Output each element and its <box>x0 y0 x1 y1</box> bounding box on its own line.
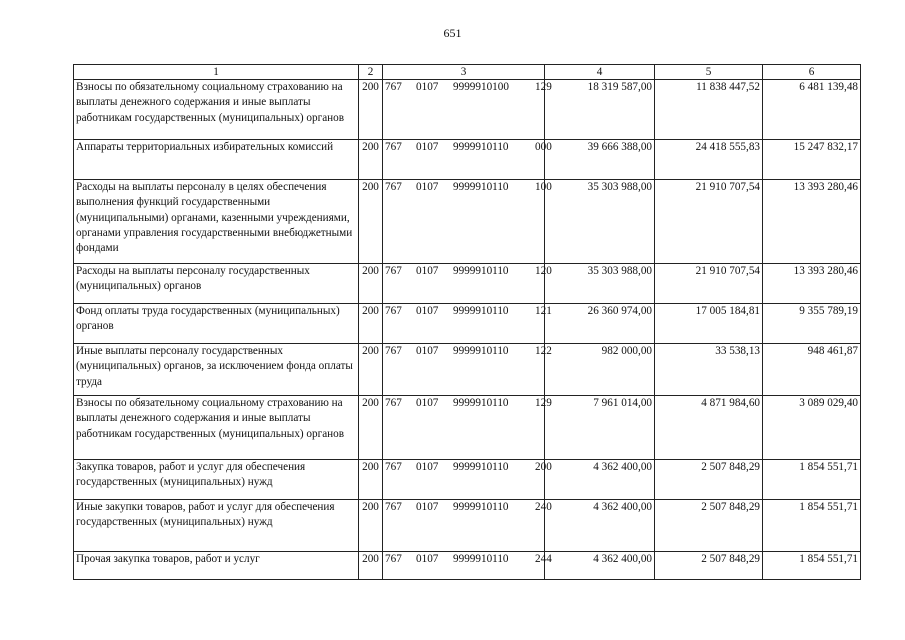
row-code <box>383 304 552 344</box>
row-value-5: 2 507 848,29 <box>655 460 763 500</box>
row-value-6: 948 461,87 <box>763 344 861 396</box>
row-value-5: 2 507 848,29 <box>655 552 763 580</box>
code-ministry: 767 <box>385 305 402 317</box>
row-value-4: 18 319 587,00 <box>545 80 655 140</box>
row-col2: 200 <box>359 80 383 140</box>
code-ministry: 767 <box>385 461 402 473</box>
row-col2: 200 <box>359 396 383 460</box>
row-name: Взносы по обязательному социальному страхованию на выплаты денежного содержания и иные выплаты работникам государственных (муниципальных) органов <box>74 396 359 460</box>
row-name: Прочая закупка товаров, работ и услуг <box>74 552 359 580</box>
row-code <box>383 552 552 580</box>
code-target: 9999910110 <box>453 141 509 153</box>
code-type: 120 <box>535 265 552 277</box>
column-header-6: 6 <box>763 65 861 80</box>
page-number: 651 <box>443 26 462 40</box>
row-value-6: 1 854 551,71 <box>763 500 861 552</box>
table-row <box>74 460 861 500</box>
code-type: 121 <box>535 305 552 317</box>
table-row <box>74 180 861 264</box>
code-type: 244 <box>535 553 552 565</box>
column-header-1: 1 <box>74 65 359 80</box>
code-ministry: 767 <box>385 181 402 193</box>
row-value-5: 4 871 984,60 <box>655 396 763 460</box>
code-ministry: 767 <box>385 141 402 153</box>
row-name: Иные закупки товаров, работ и услуг для обеспечения государственных (муниципальных) нужд <box>74 500 359 552</box>
table-row <box>74 552 861 580</box>
row-code <box>383 396 552 460</box>
row-col2: 200 <box>359 552 383 580</box>
code-target: 9999910110 <box>453 397 509 409</box>
code-target: 9999910110 <box>453 181 509 193</box>
code-section: 0107 <box>416 501 439 513</box>
row-value-5: 21 910 707,54 <box>655 180 763 264</box>
code-type: 200 <box>535 461 552 473</box>
row-value-4: 4 362 400,00 <box>545 460 655 500</box>
row-value-4: 4 362 400,00 <box>545 500 655 552</box>
column-header-3: 3 <box>383 65 545 80</box>
row-value-5: 21 910 707,54 <box>655 264 763 304</box>
table-row <box>74 80 861 140</box>
code-section: 0107 <box>416 553 439 565</box>
row-name: Фонд оплаты труда государственных (муниципальных) органов <box>74 304 359 344</box>
code-target: 9999910110 <box>453 553 509 565</box>
row-value-6: 15 247 832,17 <box>763 140 861 180</box>
code-section: 0107 <box>416 397 439 409</box>
code-ministry: 767 <box>385 81 402 93</box>
row-col2: 200 <box>359 500 383 552</box>
row-value-6: 1 854 551,71 <box>763 460 861 500</box>
row-name: Расходы на выплаты персоналу в целях обеспечения выполнения функций государственными (муниципальными) органами, казенными учреждениями, органами управления государственными внебюджетными фондами <box>74 180 359 264</box>
table-header-row <box>74 65 861 80</box>
table-row <box>74 264 861 304</box>
code-section: 0107 <box>416 305 439 317</box>
row-name: Аппараты территориальных избирательных комиссий <box>74 140 359 180</box>
row-value-4: 7 961 014,00 <box>545 396 655 460</box>
code-target: 9999910110 <box>453 305 509 317</box>
row-value-6: 9 355 789,19 <box>763 304 861 344</box>
row-value-6: 3 089 029,40 <box>763 396 861 460</box>
code-target: 9999910100 <box>453 81 509 93</box>
code-type: 122 <box>535 345 552 357</box>
row-value-4: 26 360 974,00 <box>545 304 655 344</box>
row-col2: 200 <box>359 460 383 500</box>
code-ministry: 767 <box>385 345 402 357</box>
row-value-5: 17 005 184,81 <box>655 304 763 344</box>
code-type: 129 <box>535 81 552 93</box>
row-value-6: 13 393 280,46 <box>763 264 861 304</box>
row-value-5: 11 838 447,52 <box>655 80 763 140</box>
row-code <box>383 80 552 140</box>
row-name: Иные выплаты персоналу государственных (муниципальных) органов, за исключением фонда оплаты труда <box>74 344 359 396</box>
code-type: 100 <box>535 181 552 193</box>
code-section: 0107 <box>416 181 439 193</box>
row-code <box>383 140 552 180</box>
row-col2: 200 <box>359 180 383 264</box>
code-section: 0107 <box>416 265 439 277</box>
row-name: Закупка товаров, работ и услуг для обеспечения государственных (муниципальных) нужд <box>74 460 359 500</box>
row-col2: 200 <box>359 264 383 304</box>
code-section: 0107 <box>416 461 439 473</box>
code-type: 240 <box>535 501 552 513</box>
row-name: Взносы по обязательному социальному страхованию на выплаты денежного содержания и иные выплаты работникам государственных (муниципальных) органов <box>74 80 359 140</box>
code-ministry: 767 <box>385 553 402 565</box>
row-code <box>383 460 552 500</box>
row-col2: 200 <box>359 140 383 180</box>
code-target: 9999910110 <box>453 461 509 473</box>
row-code <box>383 344 552 396</box>
row-value-4: 39 666 388,00 <box>545 140 655 180</box>
row-name: Расходы на выплаты персоналу государственных (муниципальных) органов <box>74 264 359 304</box>
table-row <box>74 140 861 180</box>
table-row <box>74 344 861 396</box>
column-header-4: 4 <box>545 65 655 80</box>
table-row <box>74 500 861 552</box>
code-target: 9999910110 <box>453 345 509 357</box>
row-code <box>383 264 552 304</box>
code-target: 9999910110 <box>453 501 509 513</box>
code-ministry: 767 <box>385 397 402 409</box>
row-value-6: 6 481 139,48 <box>763 80 861 140</box>
row-value-4: 4 362 400,00 <box>545 552 655 580</box>
budget-table <box>73 64 861 580</box>
code-section: 0107 <box>416 81 439 93</box>
row-value-5: 2 507 848,29 <box>655 500 763 552</box>
table-row <box>74 304 861 344</box>
row-value-5: 24 418 555,83 <box>655 140 763 180</box>
row-col2: 200 <box>359 344 383 396</box>
row-value-4: 982 000,00 <box>545 344 655 396</box>
code-ministry: 767 <box>385 501 402 513</box>
column-header-2: 2 <box>359 65 383 80</box>
row-value-6: 13 393 280,46 <box>763 180 861 264</box>
row-value-4: 35 303 988,00 <box>545 264 655 304</box>
code-type: 129 <box>535 397 552 409</box>
row-value-4: 35 303 988,00 <box>545 180 655 264</box>
code-section: 0107 <box>416 141 439 153</box>
row-col2: 200 <box>359 304 383 344</box>
code-section: 0107 <box>416 345 439 357</box>
table-row <box>74 396 861 460</box>
code-ministry: 767 <box>385 265 402 277</box>
row-value-6: 1 854 551,71 <box>763 552 861 580</box>
row-code <box>383 500 552 552</box>
row-value-5: 33 538,13 <box>655 344 763 396</box>
column-header-5: 5 <box>655 65 763 80</box>
code-type: 000 <box>535 141 552 153</box>
code-target: 9999910110 <box>453 265 509 277</box>
row-code <box>383 180 552 264</box>
